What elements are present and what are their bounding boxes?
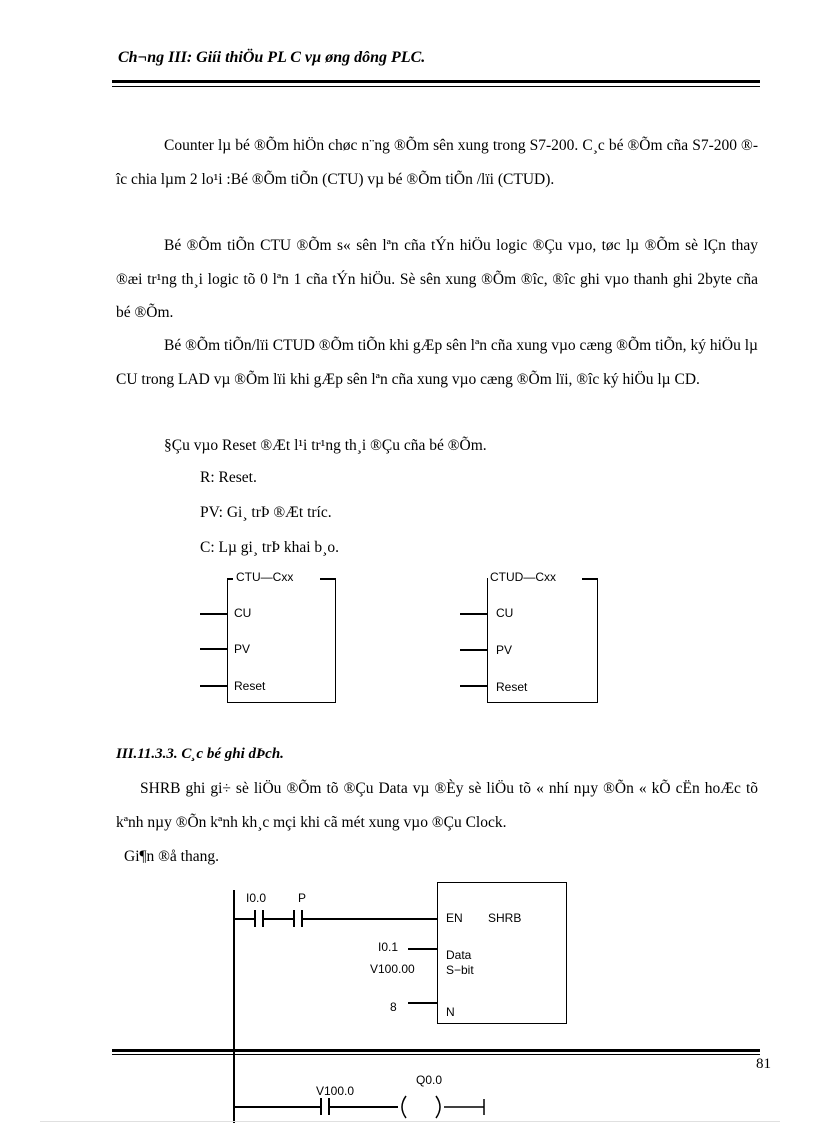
footer-rule-thick	[112, 1049, 760, 1052]
bottom-edge-line	[40, 1121, 780, 1122]
ctud-pv-wire	[460, 649, 488, 651]
ctud-reset-label: Reset	[496, 680, 528, 694]
rung2-coil-label: Q0.0	[416, 1073, 443, 1087]
contact-p-label: P	[298, 891, 307, 905]
ctu-reset-wire	[200, 685, 228, 687]
ctu-reset-label: Reset	[234, 679, 266, 693]
ctud-cu-label: CU	[496, 606, 514, 620]
shrb-data-input: I0.1	[378, 940, 399, 954]
paragraph-reset: §Çu vµo Reset ®Æt l¹i tr¹ng th¸i ®Çu cña bé ®Õm.	[164, 437, 487, 454]
shrb-title: SHRB	[488, 911, 522, 925]
shrb-sbit-label: S−bit	[446, 963, 474, 977]
contact-p-bar-left	[293, 910, 295, 927]
ctu-cu-label: CU	[234, 606, 252, 620]
ctud-block	[460, 568, 610, 704]
ctu-title: CTU—Cxx	[236, 570, 294, 584]
definition-c: C: Lµ gi¸ trÞ khai b¸o.	[200, 539, 339, 556]
paragraph-counter-intro: Counter lµ bé ®Õm hiÖn chøc n¨ng ®Õm sên xung trong S7-200. C¸c bé ®Õm cña S7-200 ®îc chia lµm 2 lo¹i :Bé ®Õm tiÕn (CTU) vµ bé ®Õm tiÕn /lïi (CTUD).	[116, 137, 758, 188]
paragraph-ctu: Bé ®Õm tiÕn CTU ®Õm s« sên lªn cña tÝn hiÖu logic ®Çu vµo, tøc lµ ®Õm sè lÇn thay ®æi tr¹ng th¸i logic tõ 0 lªn 1 cña tÝn hiÖu. Sè sên xung ®Õm ®îc, ®îc ghi vµo thanh ghi 2byte cña bé ®Õm.	[116, 237, 758, 321]
header-rule-thin	[112, 86, 760, 87]
page-number: 81	[756, 1056, 771, 1072]
footer-rule-thin	[112, 1054, 760, 1055]
left-power-rail	[233, 890, 235, 1123]
definition-pv: PV: Gi¸ trÞ ®Æt tríc.	[200, 504, 332, 521]
rung2-contact-bar-left	[320, 1098, 322, 1115]
contact-i00-label: I0.0	[246, 891, 267, 905]
shrb-sbit-input: V100.00	[370, 962, 415, 976]
ctu-cu-wire	[200, 613, 228, 615]
ctud-reset-wire	[460, 685, 488, 687]
shrb-n-label: N	[446, 1005, 455, 1019]
contact-i00-bar-left	[254, 910, 256, 927]
ctud-pv-label: PV	[496, 643, 513, 657]
ctud-cu-wire	[460, 613, 488, 615]
shrb-ladder-diagram	[228, 880, 568, 1123]
shrb-data-label: Data	[446, 948, 472, 962]
paragraph-ladder-caption: Gi¶n ®å thang.	[124, 848, 219, 865]
paragraph-shrb: SHRB ghi gi÷ sè liÖu ®Õm tõ ®Çu Data vµ ®Èy sè liÖu tõ « nhí nµy ®Õn « kÕ cËn hoÆc tõ kªnh nµy ®Õn kªnh kh¸c mçi khi cã mét xung vµo ®Çu Clock.	[116, 780, 758, 831]
shrb-n-input: 8	[390, 1000, 397, 1014]
header-rule-thick	[112, 80, 760, 83]
ctu-pv-wire	[200, 648, 228, 650]
shrb-en-label: EN	[446, 911, 463, 925]
ctud-title: CTUD—Cxx	[490, 570, 556, 584]
page-header: Ch¬ng III: Giíi thiÖu PL C vµ øng dông PLC.	[118, 49, 426, 66]
ctu-block	[200, 568, 340, 704]
rung2-contact-label: V100.0	[316, 1084, 355, 1098]
rung2-coil	[396, 1094, 491, 1120]
ctu-pv-label: PV	[234, 642, 251, 656]
paragraph-ctud: Bé ®Õm tiÕn/lïi CTUD ®Õm tiÕn khi gÆp sên lªn cña xung vµo cæng ®Õm tiÕn, ký hiÖu lµ CU trong LAD vµ ®Õm lïi khi gÆp sên lªn cña xung vµo cæng ®Õm lïi, ®îc ký hiÖu lµ CD.	[116, 337, 758, 388]
section-title-shift-registers: III.11.3.3. C¸c bé ghi dÞch.	[116, 746, 284, 762]
definition-reset: R: Reset.	[200, 469, 257, 486]
